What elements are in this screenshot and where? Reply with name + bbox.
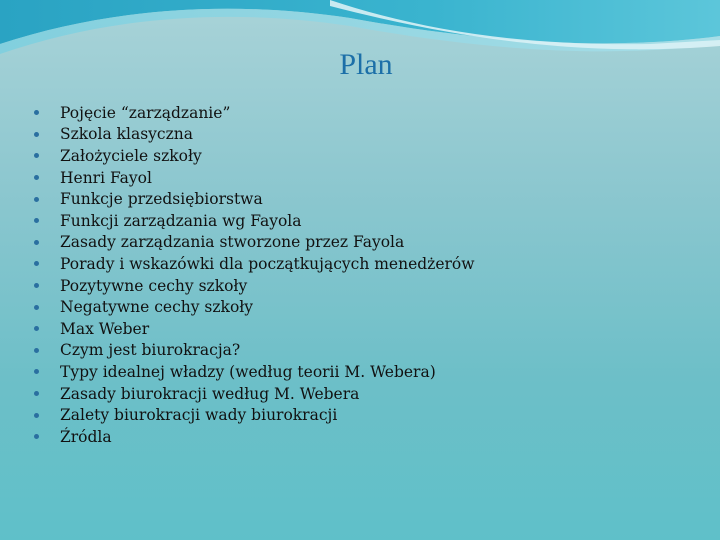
list-item [34,361,694,383]
list-item [34,124,694,146]
list-item-text: Funkcje przedsiębiorstwa [60,190,263,209]
list-item-text: Porady i wskazówki dla początkujących menedżerów [60,254,475,273]
list-item [34,383,694,405]
list-item [34,426,694,448]
bullet-icon [34,175,39,180]
list-item-text: Negatywne cechy szkoły [60,298,254,317]
list-item [34,275,694,297]
list-item [34,210,694,232]
bullet-icon [34,305,39,310]
list-item [34,296,694,318]
list-item-text: Założyciele szkoły [60,146,202,165]
list-item-text: Zalety biurokracji wady biurokracji [60,406,338,425]
list-item [34,340,694,362]
list-item [34,102,694,124]
list-item-text: Zasady biurokracji według M. Webera [60,384,360,403]
list-item-text: Max Weber [60,319,150,338]
list-item-text: Pozytywne cechy szkoły [60,276,248,295]
list-item [34,232,694,254]
list-item-text: Czym jest biurokracja? [60,341,241,360]
list-item [34,188,694,210]
bullet-icon [34,413,39,418]
bullet-icon [34,153,39,158]
bullet-icon [34,261,39,266]
bullet-icon [34,132,39,137]
bullet-icon [34,391,39,396]
list-item [34,167,694,189]
bullet-icon [34,326,39,331]
bullet-icon [34,348,39,353]
bullet-icon [34,197,39,202]
bullet-icon [34,283,39,288]
list-item [34,253,694,275]
list-item-text: Funkcji zarządzania wg Fayola [60,211,302,230]
list-item-text: Henri Fayol [60,168,152,187]
bullet-icon [34,218,39,223]
list-item [34,145,694,167]
slide-title: Plan [339,48,393,81]
bullet-icon [34,110,39,115]
list-item-text: Pojęcie “zarządzanie” [60,103,231,122]
list-item [34,404,694,426]
list-item [34,318,694,340]
list-item-text: Zasady zarządzania stworzone przez Fayola [60,233,405,252]
bullet-list [34,102,694,448]
list-item-text: Szkola klasyczna [60,125,194,144]
bullet-icon [34,240,39,245]
list-item-text: Typy idealnej władzy (według teorii M. Webera) [60,362,436,381]
bullet-icon [34,369,39,374]
bullet-icon [34,434,39,439]
list-item-text: Źródla [60,427,112,446]
